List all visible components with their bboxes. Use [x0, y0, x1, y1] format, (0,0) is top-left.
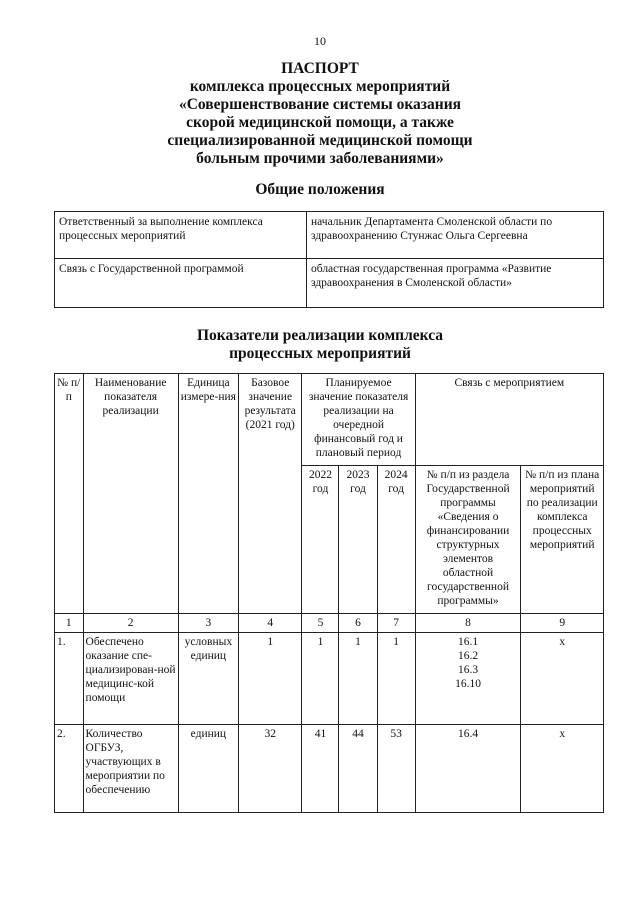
indicators-table	[54, 373, 604, 813]
link-gp-item: 16.10	[455, 678, 481, 690]
indicators-heading	[0, 327, 640, 363]
column-number: 8	[415, 614, 521, 633]
row-name: Количество ОГБУЗ, участвующих в мероприятии по обеспечению	[83, 725, 178, 813]
header-unit: Единица измере-ния	[178, 374, 238, 614]
program-link-label: Связь с Государственной программой	[55, 259, 307, 308]
table-row	[55, 633, 604, 725]
header-planned: Планируемое значение показателя реализации на очередной финансовый год и плановый период	[302, 374, 415, 466]
header-num: № п/п	[55, 374, 84, 614]
row-link-plan: х	[521, 633, 604, 725]
table-row	[55, 725, 604, 813]
responsible-value: начальник Департамента Смоленской области по здравоохранению Стунжас Ольга Сергеевна	[307, 212, 604, 259]
row-link-plan: х	[521, 725, 604, 813]
row-2022: 41	[302, 725, 339, 813]
row-link-gp	[415, 633, 521, 725]
title-line: комплекса процессных мероприятий	[189, 78, 451, 95]
responsible-label: Ответственный за выполнение комплекса процессных мероприятий	[55, 212, 307, 259]
header-row	[55, 374, 604, 466]
row-num: 2.	[55, 725, 84, 813]
header-link-plan: № п/п из плана мероприятий по реализации комплекса процессных мероприятий	[521, 466, 604, 614]
row-num: 1.	[55, 633, 84, 725]
row-link-gp	[415, 725, 521, 813]
title-line: больным прочими заболеваниями»	[196, 150, 444, 167]
row-2024: 53	[377, 725, 415, 813]
link-gp-item: 16.2	[457, 650, 479, 662]
row-name: Обеспечено оказание спе-циализирован-ной медицинс-кой помощи	[83, 633, 178, 725]
column-number: 9	[521, 614, 604, 633]
column-number: 7	[377, 614, 415, 633]
page-number: 10	[314, 34, 326, 48]
header-base: Базовое значение результата (2021 год)	[239, 374, 302, 614]
column-number: 2	[83, 614, 178, 633]
header-2023: 2023 год	[339, 466, 377, 614]
header-link-gp: № п/п из раздела Государственной программы «Сведения о финансировании структурных элементов областной государственной программы»	[415, 466, 521, 614]
column-number: 1	[55, 614, 84, 633]
link-gp-item: 16.4	[457, 728, 479, 740]
general-heading: Общие положения	[255, 181, 385, 198]
program-link-value: областная государственная программа «Развитие здравоохранения в Смоленской области»	[307, 259, 604, 308]
title-line: ПАСПОРТ	[281, 60, 359, 77]
column-number: 3	[178, 614, 238, 633]
column-number: 6	[339, 614, 377, 633]
column-number: 5	[302, 614, 339, 633]
row-base: 1	[239, 633, 302, 725]
column-number: 4	[239, 614, 302, 633]
row-2024: 1	[377, 633, 415, 725]
header-link: Связь с мероприятием	[415, 374, 603, 466]
general-table	[54, 211, 604, 308]
title-line: скорой медицинской помощи, а также	[186, 114, 454, 131]
title-line: специализированной медицинской помощи	[167, 132, 473, 149]
indicators-heading-line: Показатели реализации комплекса	[196, 327, 444, 344]
row-unit: условных единиц	[178, 633, 238, 725]
row-2022: 1	[302, 633, 339, 725]
row-2023: 44	[339, 725, 377, 813]
header-2024: 2024 год	[377, 466, 415, 614]
column-number-row	[55, 614, 604, 633]
row-unit: единиц	[178, 725, 238, 813]
header-2022: 2022 год	[302, 466, 339, 614]
header-name: Наименование показателя реализации	[83, 374, 178, 614]
passport-title	[0, 60, 640, 168]
table-row	[55, 212, 604, 259]
row-2023: 1	[339, 633, 377, 725]
link-gp-item: 16.3	[457, 664, 479, 676]
row-base: 32	[239, 725, 302, 813]
title-line: «Совершенствование системы оказания	[178, 96, 462, 113]
link-gp-item: 16.1	[457, 636, 479, 648]
table-row	[55, 259, 604, 308]
indicators-heading-line: процессных мероприятий	[229, 345, 411, 362]
